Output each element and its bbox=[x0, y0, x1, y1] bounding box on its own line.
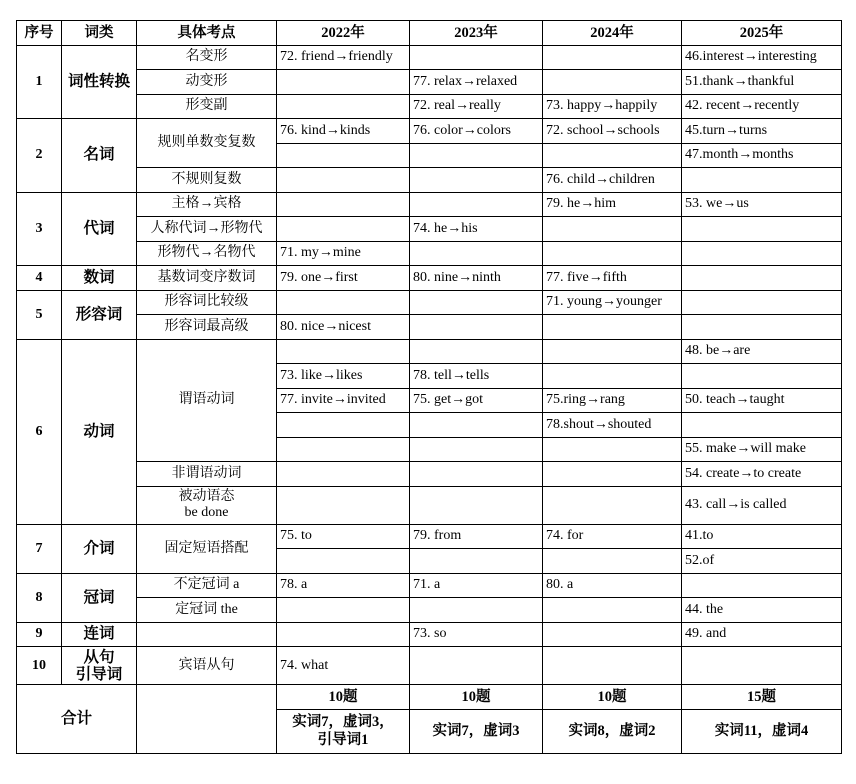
cell-2024: 79. he→him bbox=[543, 192, 682, 217]
cell-2022: 71. my→mine bbox=[277, 241, 410, 266]
point-label: 形容词最高级 bbox=[137, 315, 277, 340]
cell-2022 bbox=[277, 94, 410, 119]
cell-2024: 80. a bbox=[543, 573, 682, 598]
table-row bbox=[17, 45, 842, 70]
cell-2022 bbox=[277, 290, 410, 315]
group-number: 6 bbox=[17, 339, 62, 524]
cell-2025 bbox=[682, 217, 842, 242]
cell-2025 bbox=[682, 364, 842, 389]
cell-2023 bbox=[410, 413, 543, 438]
cell-2023 bbox=[410, 486, 543, 524]
cell-2024: 77. five→fifth bbox=[543, 266, 682, 291]
table-row bbox=[17, 573, 842, 598]
table-row bbox=[17, 622, 842, 647]
total-empty-cell bbox=[137, 685, 277, 754]
cell-2024 bbox=[543, 549, 682, 574]
group-category: 数词 bbox=[62, 266, 137, 291]
total-count-2022: 10题 bbox=[277, 685, 410, 710]
cell-2025 bbox=[682, 266, 842, 291]
table-row bbox=[17, 119, 842, 144]
cell-2024 bbox=[543, 217, 682, 242]
cell-2022: 78. a bbox=[277, 573, 410, 598]
point-label: 基数词变序数词 bbox=[137, 266, 277, 291]
cell-2023: 72. real→really bbox=[410, 94, 543, 119]
cell-2022 bbox=[277, 437, 410, 462]
group-category: 从句 引导词 bbox=[62, 647, 137, 685]
cell-2025 bbox=[682, 290, 842, 315]
group-category: 代词 bbox=[62, 192, 137, 266]
cell-2023 bbox=[410, 598, 543, 623]
total-count-2025: 15题 bbox=[682, 685, 842, 710]
cell-2022 bbox=[277, 462, 410, 487]
table-row bbox=[17, 524, 842, 549]
point-label: 动变形 bbox=[137, 70, 277, 95]
cell-2024 bbox=[543, 364, 682, 389]
cell-2022 bbox=[277, 192, 410, 217]
cell-2025 bbox=[682, 573, 842, 598]
table-row bbox=[17, 598, 842, 623]
group-number: 1 bbox=[17, 45, 62, 119]
cell-2025: 45.turn→turns bbox=[682, 119, 842, 144]
table-row bbox=[17, 339, 842, 364]
cell-2022: 75. to bbox=[277, 524, 410, 549]
cell-2023 bbox=[410, 143, 543, 168]
cell-2023: 76. color→colors bbox=[410, 119, 543, 144]
cell-2022: 79. one→first bbox=[277, 266, 410, 291]
total-breakdown-2023: 实词7，虚词3 bbox=[410, 709, 543, 753]
cell-2023: 78. tell→tells bbox=[410, 364, 543, 389]
cell-2023: 74. he→his bbox=[410, 217, 543, 242]
point-label: 形物代→名物代 bbox=[137, 241, 277, 266]
group-category: 名词 bbox=[62, 119, 137, 193]
total-count-row bbox=[17, 685, 842, 710]
cell-2024 bbox=[543, 647, 682, 685]
total-count-2024: 10题 bbox=[543, 685, 682, 710]
cell-2024 bbox=[543, 143, 682, 168]
cell-2025: 53. we→us bbox=[682, 192, 842, 217]
cell-2022 bbox=[277, 70, 410, 95]
header-2023: 2023年 bbox=[410, 21, 543, 46]
table-row bbox=[17, 168, 842, 193]
cell-2022: 80. nice→nicest bbox=[277, 315, 410, 340]
cell-2025 bbox=[682, 413, 842, 438]
cell-2025: 42. recent→recently bbox=[682, 94, 842, 119]
cell-2022 bbox=[277, 549, 410, 574]
point-label: 人称代词→形物代 bbox=[137, 217, 277, 242]
cell-2025: 43. call→is called bbox=[682, 486, 842, 524]
cell-2024: 75.ring→rang bbox=[543, 388, 682, 413]
point-label: 宾语从句 bbox=[137, 647, 277, 685]
cell-2025 bbox=[682, 241, 842, 266]
point-label: 形变副 bbox=[137, 94, 277, 119]
table-row bbox=[17, 315, 842, 340]
point-label: 不规则复数 bbox=[137, 168, 277, 193]
cell-2023: 77. relax→relaxed bbox=[410, 70, 543, 95]
group-category: 形容词 bbox=[62, 290, 137, 339]
cell-2025: 54. create→to create bbox=[682, 462, 842, 487]
cell-2022: 77. invite→invited bbox=[277, 388, 410, 413]
cell-2023: 75. get→got bbox=[410, 388, 543, 413]
point-label: 被动语态 be done bbox=[137, 486, 277, 524]
cell-2022 bbox=[277, 168, 410, 193]
point-label: 谓语动词 bbox=[137, 339, 277, 462]
cell-2024 bbox=[543, 241, 682, 266]
point-label: 定冠词 the bbox=[137, 598, 277, 623]
table-row bbox=[17, 462, 842, 487]
point-label: 规则单数变复数 bbox=[137, 119, 277, 168]
cell-2022: 74. what bbox=[277, 647, 410, 685]
cell-2025: 47.month→months bbox=[682, 143, 842, 168]
cell-2024 bbox=[543, 462, 682, 487]
cell-2024: 76. child→children bbox=[543, 168, 682, 193]
cell-2024: 74. for bbox=[543, 524, 682, 549]
cell-2022 bbox=[277, 143, 410, 168]
cell-2023 bbox=[410, 339, 543, 364]
cell-2024: 71. young→younger bbox=[543, 290, 682, 315]
header-row bbox=[17, 21, 842, 46]
group-number: 5 bbox=[17, 290, 62, 339]
cell-2022 bbox=[277, 622, 410, 647]
header-category: 词类 bbox=[62, 21, 137, 46]
group-number: 9 bbox=[17, 622, 62, 647]
table-row bbox=[17, 217, 842, 242]
cell-2024 bbox=[543, 315, 682, 340]
total-breakdown-2025: 实词11，虚词4 bbox=[682, 709, 842, 753]
cell-2023: 71. a bbox=[410, 573, 543, 598]
header-2022: 2022年 bbox=[277, 21, 410, 46]
table-row bbox=[17, 94, 842, 119]
table-row bbox=[17, 647, 842, 685]
total-breakdown-2022: 实词7，虚词3， 引导词1 bbox=[277, 709, 410, 753]
cell-2023 bbox=[410, 462, 543, 487]
cell-2024: 78.shout→shouted bbox=[543, 413, 682, 438]
cell-2024 bbox=[543, 486, 682, 524]
cell-2024 bbox=[543, 622, 682, 647]
group-category: 连词 bbox=[62, 622, 137, 647]
cell-2022 bbox=[277, 486, 410, 524]
table-row bbox=[17, 290, 842, 315]
cell-2025 bbox=[682, 168, 842, 193]
table-row bbox=[17, 266, 842, 291]
cell-2025: 55. make→will make bbox=[682, 437, 842, 462]
cell-2022 bbox=[277, 598, 410, 623]
group-number: 2 bbox=[17, 119, 62, 193]
cell-2024 bbox=[543, 45, 682, 70]
table-row bbox=[17, 241, 842, 266]
cell-2025: 51.thank→thankful bbox=[682, 70, 842, 95]
header-point: 具体考点 bbox=[137, 21, 277, 46]
cell-2024: 73. happy→happily bbox=[543, 94, 682, 119]
header-2024: 2024年 bbox=[543, 21, 682, 46]
group-category: 冠词 bbox=[62, 573, 137, 622]
cell-2023 bbox=[410, 647, 543, 685]
cell-2023 bbox=[410, 437, 543, 462]
total-breakdown-2024: 实词8，虚词2 bbox=[543, 709, 682, 753]
cell-2023 bbox=[410, 290, 543, 315]
cell-2025: 44. the bbox=[682, 598, 842, 623]
cell-2024 bbox=[543, 598, 682, 623]
cell-2022: 72. friend→friendly bbox=[277, 45, 410, 70]
group-number: 8 bbox=[17, 573, 62, 622]
exam-points-table bbox=[16, 20, 842, 754]
cell-2023 bbox=[410, 168, 543, 193]
group-number: 7 bbox=[17, 524, 62, 573]
cell-2025 bbox=[682, 647, 842, 685]
cell-2024 bbox=[543, 437, 682, 462]
cell-2022: 73. like→likes bbox=[277, 364, 410, 389]
total-label: 合计 bbox=[17, 685, 137, 754]
cell-2022 bbox=[277, 413, 410, 438]
cell-2023 bbox=[410, 549, 543, 574]
cell-2023: 73. so bbox=[410, 622, 543, 647]
group-category: 动词 bbox=[62, 339, 137, 524]
point-label: 非谓语动词 bbox=[137, 462, 277, 487]
cell-2022: 76. kind→kinds bbox=[277, 119, 410, 144]
group-number: 4 bbox=[17, 266, 62, 291]
group-number: 10 bbox=[17, 647, 62, 685]
cell-2023: 79. from bbox=[410, 524, 543, 549]
point-label: 形容词比较级 bbox=[137, 290, 277, 315]
cell-2025: 46.interest→interesting bbox=[682, 45, 842, 70]
cell-2025 bbox=[682, 315, 842, 340]
cell-2025: 49. and bbox=[682, 622, 842, 647]
header-index: 序号 bbox=[17, 21, 62, 46]
cell-2025: 48. be→are bbox=[682, 339, 842, 364]
cell-2022 bbox=[277, 217, 410, 242]
header-2025: 2025年 bbox=[682, 21, 842, 46]
group-category: 词性转换 bbox=[62, 45, 137, 119]
group-category: 介词 bbox=[62, 524, 137, 573]
cell-2024 bbox=[543, 339, 682, 364]
table-row bbox=[17, 192, 842, 217]
cell-2022 bbox=[277, 339, 410, 364]
cell-2023 bbox=[410, 315, 543, 340]
cell-2023 bbox=[410, 241, 543, 266]
total-count-2023: 10题 bbox=[410, 685, 543, 710]
cell-2023 bbox=[410, 192, 543, 217]
cell-2025: 41.to bbox=[682, 524, 842, 549]
table-row bbox=[17, 70, 842, 95]
point-label bbox=[137, 622, 277, 647]
point-label: 固定短语搭配 bbox=[137, 524, 277, 573]
cell-2023 bbox=[410, 45, 543, 70]
cell-2025: 50. teach→taught bbox=[682, 388, 842, 413]
cell-2023: 80. nine→ninth bbox=[410, 266, 543, 291]
cell-2024: 72. school→schools bbox=[543, 119, 682, 144]
table-row bbox=[17, 486, 842, 524]
group-number: 3 bbox=[17, 192, 62, 266]
cell-2024 bbox=[543, 70, 682, 95]
point-label: 名变形 bbox=[137, 45, 277, 70]
point-label: 主格→宾格 bbox=[137, 192, 277, 217]
point-label: 不定冠词 a bbox=[137, 573, 277, 598]
cell-2025: 52.of bbox=[682, 549, 842, 574]
